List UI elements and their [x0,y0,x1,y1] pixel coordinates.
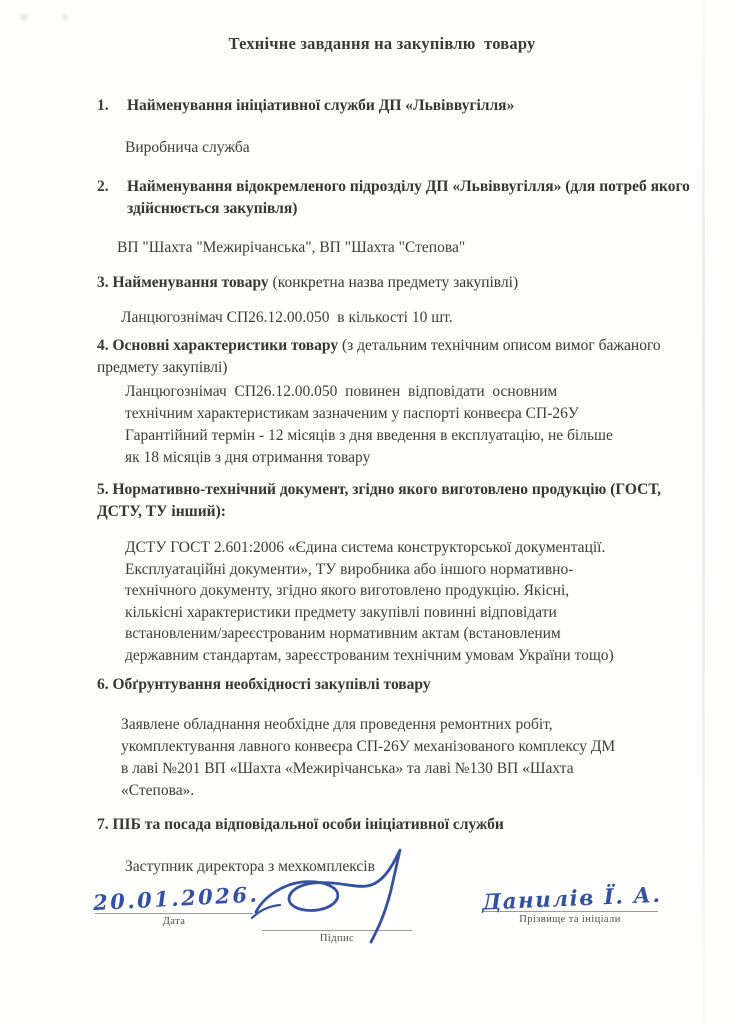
item-3-heading-note: (конкретна назва предмету закупівлі) [268,274,519,291]
item-1-heading: Найменування ініціативної служби ДП «Львіввугілля» [127,97,515,114]
item-5-body-line: технічного документу, згідно якого виготовлено продукцію. Якісні, [125,582,570,599]
item-4 [97,335,703,379]
item-7-body: Заступник директора з мехкомплексів [125,858,375,875]
item-5-body-line: Експлуатаційні документи», ТУ виробника або іншого нормативно- [125,560,574,578]
item-6-body [121,714,703,802]
item-1-body: Виробнича служба [125,139,250,156]
item-7 [97,814,703,836]
item-6-body-line: укомплектування лавного конвеєра СП-26У механізованого комплексу ДМ [121,738,616,755]
item-5-heading: Нормативно-технічний документ, згідно якого виготовлено продукцію (ГОСТ, ДСТУ, ТУ інший): [97,481,661,520]
date-label: Дата [162,916,186,927]
item-7-heading: ПІБ та посада відповідальної особи ініціативної служби [112,816,504,833]
item-5-body [125,537,703,666]
item-1 [97,95,703,117]
item-3 [97,272,703,294]
item-5 [97,479,703,523]
name-label: Прізвище та ініціали [519,914,621,925]
item-6 [97,674,703,696]
item-2-body: ВП "Шахта "Межирічанська", ВП "Шахта "Степова" [117,239,466,256]
item-6-body-line: Заявлене обладнання необхідне для проведення ремонтних робіт, [121,716,553,733]
date-field [92,872,260,927]
item-3-number: 3. [97,274,109,291]
signature-stroke [250,844,435,954]
item-5-body-line: кількісні характеристики предмету закупівлі повинні відповідати [125,603,557,621]
item-4-body-line: Ланцюгознімач СП26.12.00.050 повинен відповідати основним [125,383,558,400]
item-5-body-line: встановленим/зареєстрованим нормативним актам (встановленим [125,625,561,642]
item-6-body-line: в лаві №201 ВП «Шахта «Межирічанська» та лаві №130 ВП «Шахта [121,760,574,777]
item-1-number: 1. [97,97,109,114]
item-7-number: 7. [97,816,109,833]
item-3-body: Ланцюгознімач СП26.12.00.050 в кількості 10 шт. [121,309,453,326]
name-field [482,872,694,925]
item-2-heading: Найменування відокремленого підрозділу ДП «Львіввугілля» (для потреб якого здійснюється закупівля) [127,178,690,217]
item-6-heading: Обґрунтування необхідності закупівлі товару [112,676,431,693]
signature-block [0,872,729,972]
item-4-number: 4. [97,337,109,354]
item-3-heading: Найменування товару [112,274,269,291]
item-5-body-line: ДСТУ ГОСТ 2.601:2006 «Єдина система конструкторської документації. [125,539,606,556]
item-4-body-line: як 18 місяців з дня отримання товару [125,449,371,466]
item-6-number: 6. [97,676,109,693]
item-5-number: 5. [97,481,109,498]
item-2 [97,176,703,220]
handwritten-name: Данилів Ї. А. [481,882,662,916]
page-title: Технічне завдання на закупівлю товару [228,34,536,53]
signature-label: Підпис [319,933,355,944]
item-6-body-line: «Степова». [121,782,195,799]
item-4-body-line: Гарантійний термін - 12 місяців з дня введення в експлуатацію, не більше [125,427,613,444]
item-4-heading: Основні характеристики товару [112,337,339,354]
item-4-body [125,381,703,469]
item-2-number: 2. [97,178,109,195]
item-4-heading-note: (з детальним технічним описом вимог бажаного предмету закупівлі) [97,337,661,376]
signature-field [262,872,412,944]
handwritten-date: 20.01.2026. [92,881,260,916]
item-4-body-line: технічним характеристикам зазначеним у паспорті конвеєра СП-26У [125,405,579,422]
item-5-body-line: державним стандартам, зареєстрованим технічним умовам України тощо) [125,646,614,664]
